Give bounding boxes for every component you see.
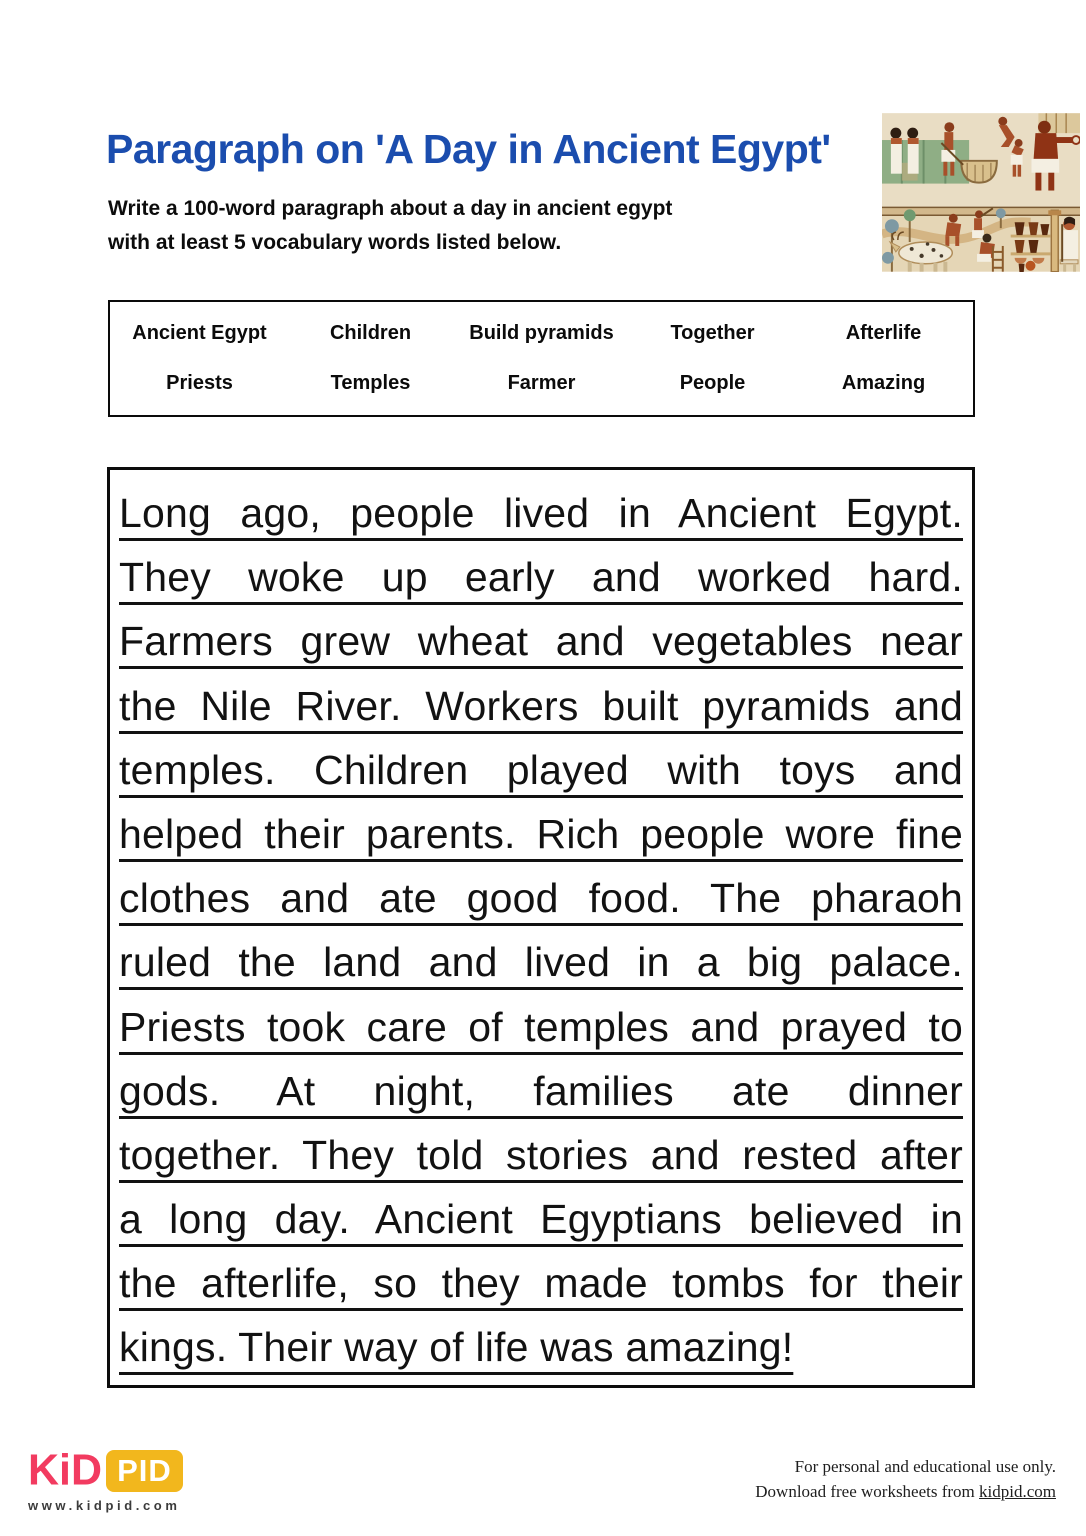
vocab-word: Temples bbox=[330, 372, 411, 395]
usage-note-line-2 bbox=[755, 1479, 1056, 1504]
writing-line: kings. Their way of life was amazing! bbox=[119, 1324, 794, 1371]
writing-line: Farmers grew wheat and vegetables near bbox=[119, 618, 963, 665]
writing-line: gods. At night, families ate dinner bbox=[119, 1067, 963, 1114]
writing-line: clothes and ate good food. The pharaoh bbox=[119, 875, 963, 922]
usage-note bbox=[755, 1454, 1056, 1504]
vocab-word: Farmer bbox=[507, 372, 576, 395]
writing-line: ruled the land and lived in a big palace. bbox=[119, 939, 963, 986]
vocab-word: Build pyramids bbox=[469, 321, 614, 344]
writing-line: the afterlife, so they made tombs for their bbox=[119, 1260, 963, 1307]
logo-pid-badge: PID bbox=[106, 1450, 183, 1492]
writing-line: the Nile River. Workers built pyramids and bbox=[119, 682, 963, 729]
ancient-egypt-illustration bbox=[882, 113, 1080, 272]
vocab-word: Together bbox=[670, 321, 755, 344]
writing-line: Long ago, people lived in Ancient Egypt. bbox=[119, 490, 963, 536]
logo-kid-text: KiD bbox=[28, 1445, 103, 1495]
website-url: www.kidpid.com bbox=[28, 1498, 181, 1513]
vocab-word: Priests bbox=[166, 372, 233, 395]
instructions-line-2: with at least 5 vocabulary words listed below. bbox=[108, 231, 562, 254]
writing-line: a long day. Ancient Egyptians believed in bbox=[119, 1196, 963, 1243]
paragraph-writing-box bbox=[107, 467, 975, 1388]
vocab-word: Children bbox=[329, 321, 412, 344]
vocabulary-box bbox=[108, 300, 975, 417]
vocab-word: Afterlife bbox=[845, 321, 922, 344]
instructions-line-1: Write a 100-word paragraph about a day in ancient egypt bbox=[108, 197, 673, 220]
page-title: Paragraph on 'A Day in Ancient Egypt' bbox=[106, 126, 831, 172]
vocab-word: Ancient Egypt bbox=[132, 321, 267, 344]
usage-note-line-2-text: Download free worksheets from bbox=[755, 1482, 980, 1501]
vocab-word: Amazing bbox=[841, 372, 926, 395]
writing-line: Priests took care of temples and prayed to bbox=[119, 1003, 963, 1050]
writing-line: together. They told stories and rested after bbox=[119, 1131, 963, 1178]
vocab-word: People bbox=[679, 372, 746, 395]
usage-note-line-1: For personal and educational use only. bbox=[794, 1457, 1056, 1476]
instructions bbox=[108, 192, 748, 260]
kidpid-logo bbox=[28, 1445, 183, 1513]
writing-line: temples. Children played with toys and bbox=[119, 746, 963, 793]
writing-line: helped their parents. Rich people wore fine bbox=[119, 810, 963, 857]
kidpid-link[interactable]: kidpid.com bbox=[979, 1482, 1056, 1501]
writing-line: They woke up early and worked hard. bbox=[119, 554, 963, 601]
